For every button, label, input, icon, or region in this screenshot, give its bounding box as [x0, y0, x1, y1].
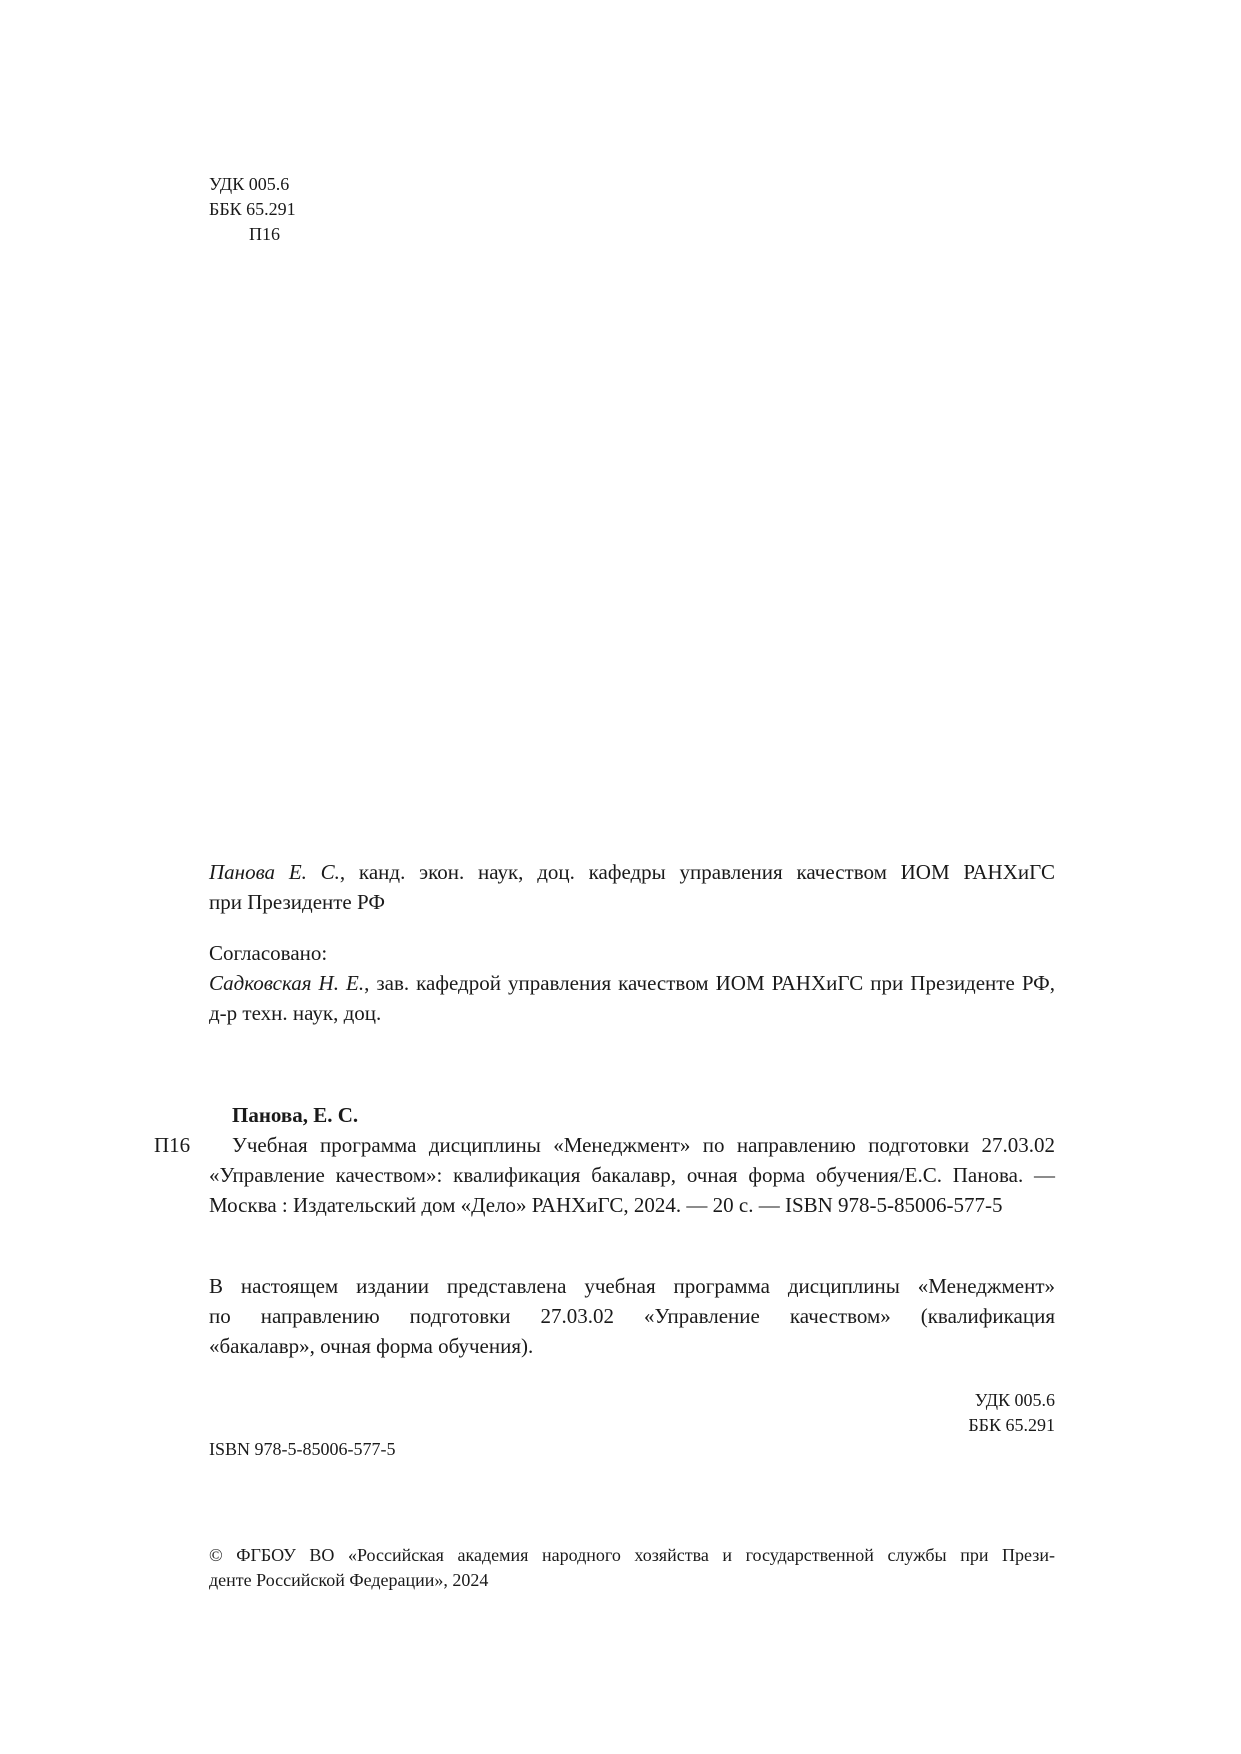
approval-block: [209, 938, 1055, 1028]
udk-code: УДК 005.6: [209, 174, 290, 194]
approval-line-2: д-р техн. наук, доц.: [209, 1001, 382, 1025]
bbk-code-bottom: ББК 65.291: [968, 1415, 1055, 1435]
approval-line-1: [209, 968, 1055, 998]
bibliographic-record: [154, 1100, 1055, 1220]
author-info: [209, 857, 1055, 917]
biblio-line-1: Учебная программа дисциплины «Менеджмент» по направлению подготовки 27.03.02: [232, 1133, 1055, 1157]
abstract-line-1: В настоящем издании представлена учебная программа дисциплины «Менеджмент»: [209, 1274, 1055, 1298]
author-credentials: , канд. экон. наук, доц. кафедры управления качеством ИОМ РАНХиГС: [339, 860, 1055, 884]
abstract: [209, 1271, 1055, 1361]
abstract-line-2: по направлению подготовки 27.03.02 «Управление качеством» (квалификация: [209, 1304, 1055, 1328]
author-name: Панова Е. С.: [209, 860, 340, 884]
approver-credentials: , зав. кафедрой управления качеством ИОМ РАНХиГС при Президенте РФ,: [364, 971, 1055, 995]
author-mark: П16: [249, 224, 280, 244]
biblio-author: Панова, Е. С.: [232, 1103, 359, 1127]
copyright-line-2: денте Российской Федерации», 2024: [209, 1570, 489, 1590]
approval-heading: Согласовано:: [209, 941, 328, 965]
biblio-line-3: Москва : Издательский дом «Дело» РАНХиГС, 2024. — 20 с. — ISBN 978-5-85006-577-5: [209, 1193, 1003, 1217]
bbk-code: ББК 65.291: [209, 199, 296, 219]
bottom-classification-codes: [900, 1388, 1055, 1438]
author-info-line-2: при Президенте РФ: [209, 890, 385, 914]
top-classification-codes: [209, 172, 296, 247]
isbn: ISBN 978-5-85006-577-5: [209, 1439, 396, 1459]
udk-code-bottom: УДК 005.6: [974, 1390, 1055, 1410]
biblio-author-mark: П16: [154, 1133, 191, 1157]
biblio-line-2: «Управление качеством»: квалификация бакалавр, очная форма обучения/Е.С. Панова. —: [209, 1163, 1055, 1187]
abstract-line-3: «бакалавр», очная форма обучения).: [209, 1334, 534, 1358]
copyright-notice: [209, 1543, 1055, 1593]
approver-name: Садковская Н. Е.: [209, 971, 365, 995]
author-info-line-1: [209, 857, 1055, 887]
copyright-line-1: © ФГБОУ ВО «Российская академия народного хозяйства и государственной службы при Прези-: [209, 1545, 1055, 1565]
